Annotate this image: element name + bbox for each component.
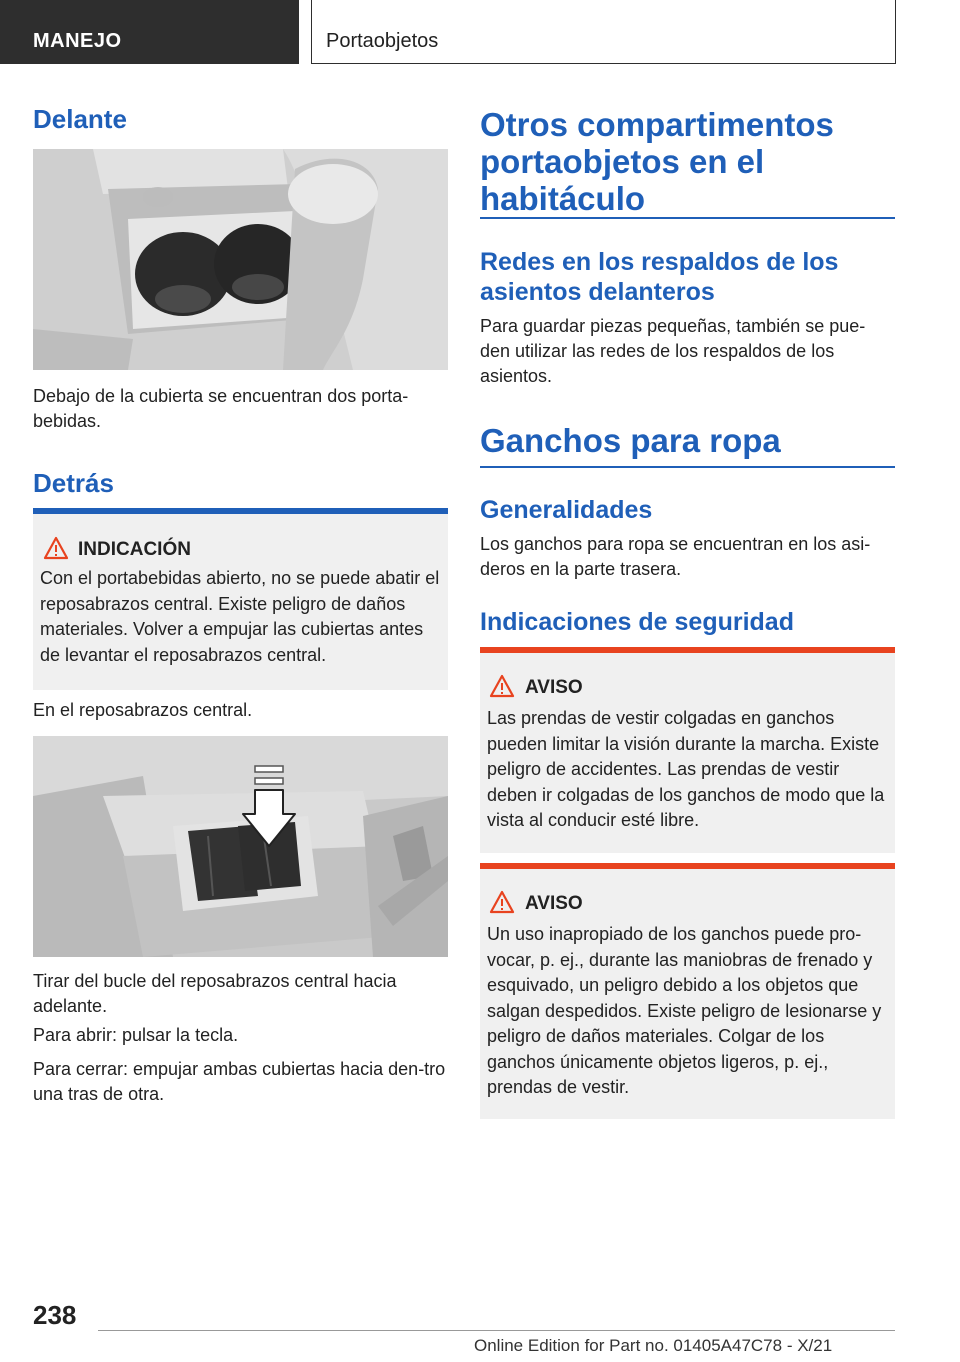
armrest-intro: En el reposabrazos central.: [33, 700, 253, 720]
note-text: Con el portabebidas abierto, no se puede abatir el reposabrazos central. Existe peligro de daños materiales. Volver a empujar las cubiertas antes de levantar el reposabrazos central.: [40, 568, 440, 665]
note-title: INDICACIÓN: [78, 539, 191, 560]
step-close: Para cerrar: empujar ambas cubiertas hacia den-tro una tras de otra.: [33, 1059, 446, 1104]
redes-text: Para guardar piezas pequeñas, también se pue-den utilizar las redes de los respaldos de los asientos.: [480, 316, 866, 386]
header-section-label: MANEJO: [33, 30, 122, 52]
cupholder-illustration: [33, 149, 448, 370]
warning-title: AVISO: [525, 677, 583, 698]
warning-bar: [480, 647, 895, 653]
warning-title: AVISO: [525, 893, 583, 914]
warning-triangle-icon: [489, 890, 515, 914]
heading-seguridad: Indicaciones de seguridad: [480, 608, 794, 636]
delante-caption: Debajo de la cubierta se encuentran dos porta-bebidas.: [33, 386, 409, 431]
note-indicacion: [33, 508, 448, 690]
note-bar: [33, 508, 448, 514]
armrest-photo: [33, 736, 448, 957]
heading-otros-compartimentos: Otros compartimentos portaobjetos en el habitáculo: [480, 106, 834, 217]
page-number: 238: [33, 1300, 77, 1330]
heading-ganchos: Ganchos para ropa: [480, 422, 781, 459]
warning-aviso-1: [480, 647, 895, 853]
footer-edition: Online Edition for Part no. 01405A47C78 - X/21: [474, 1336, 833, 1355]
footer-rule: [98, 1330, 895, 1331]
warning-aviso-2: [480, 863, 895, 1119]
warning-triangle-icon: [489, 674, 515, 698]
header-section-tab: [0, 0, 299, 64]
header-chapter-tab: [311, 0, 896, 64]
warning-text: Las prendas de vestir colgadas en ganchos pueden limitar la visión durante la marcha. Existe peligro de accidentes. Las prendas de vestir deben ir colgadas de los ganchos de modo que la vista al conducir esté libre.: [487, 708, 885, 830]
warning-bar: [480, 863, 895, 869]
heading-redes: Redes en los respaldos de los asientos delanteros: [480, 248, 839, 306]
generalidades-text: Los ganchos para ropa se encuentran en los asi-deros en la parte trasera.: [480, 534, 871, 579]
heading-generalidades: Generalidades: [480, 496, 653, 524]
step-pull-loop: Tirar del bucle del reposabrazos central hacia adelante.: [33, 971, 397, 1016]
step-open: Para abrir: pulsar la tecla.: [33, 1025, 239, 1045]
warning-text: Un uso inapropiado de los ganchos puede pro-vocar, p. ej., durante las maniobras de frenado y esquivado, un peligro debido a los objetos que salgan despedidos. Existe peligro de lesionarse y peligro de daños materiales. Colgar de los ganchos únicamente objetos ligeros, p. ej., prendas de vestir.: [487, 924, 882, 1097]
warning-triangle-icon: [43, 536, 69, 560]
cupholder-photo: [33, 149, 448, 370]
armrest-illustration: [33, 736, 448, 957]
ganchos-rule: [480, 466, 895, 468]
header-chapter-label: Portaobjetos: [326, 30, 439, 52]
heading-rule: [480, 217, 895, 219]
heading-detras: Detrás: [33, 468, 114, 498]
heading-delante: Delante: [33, 104, 127, 134]
